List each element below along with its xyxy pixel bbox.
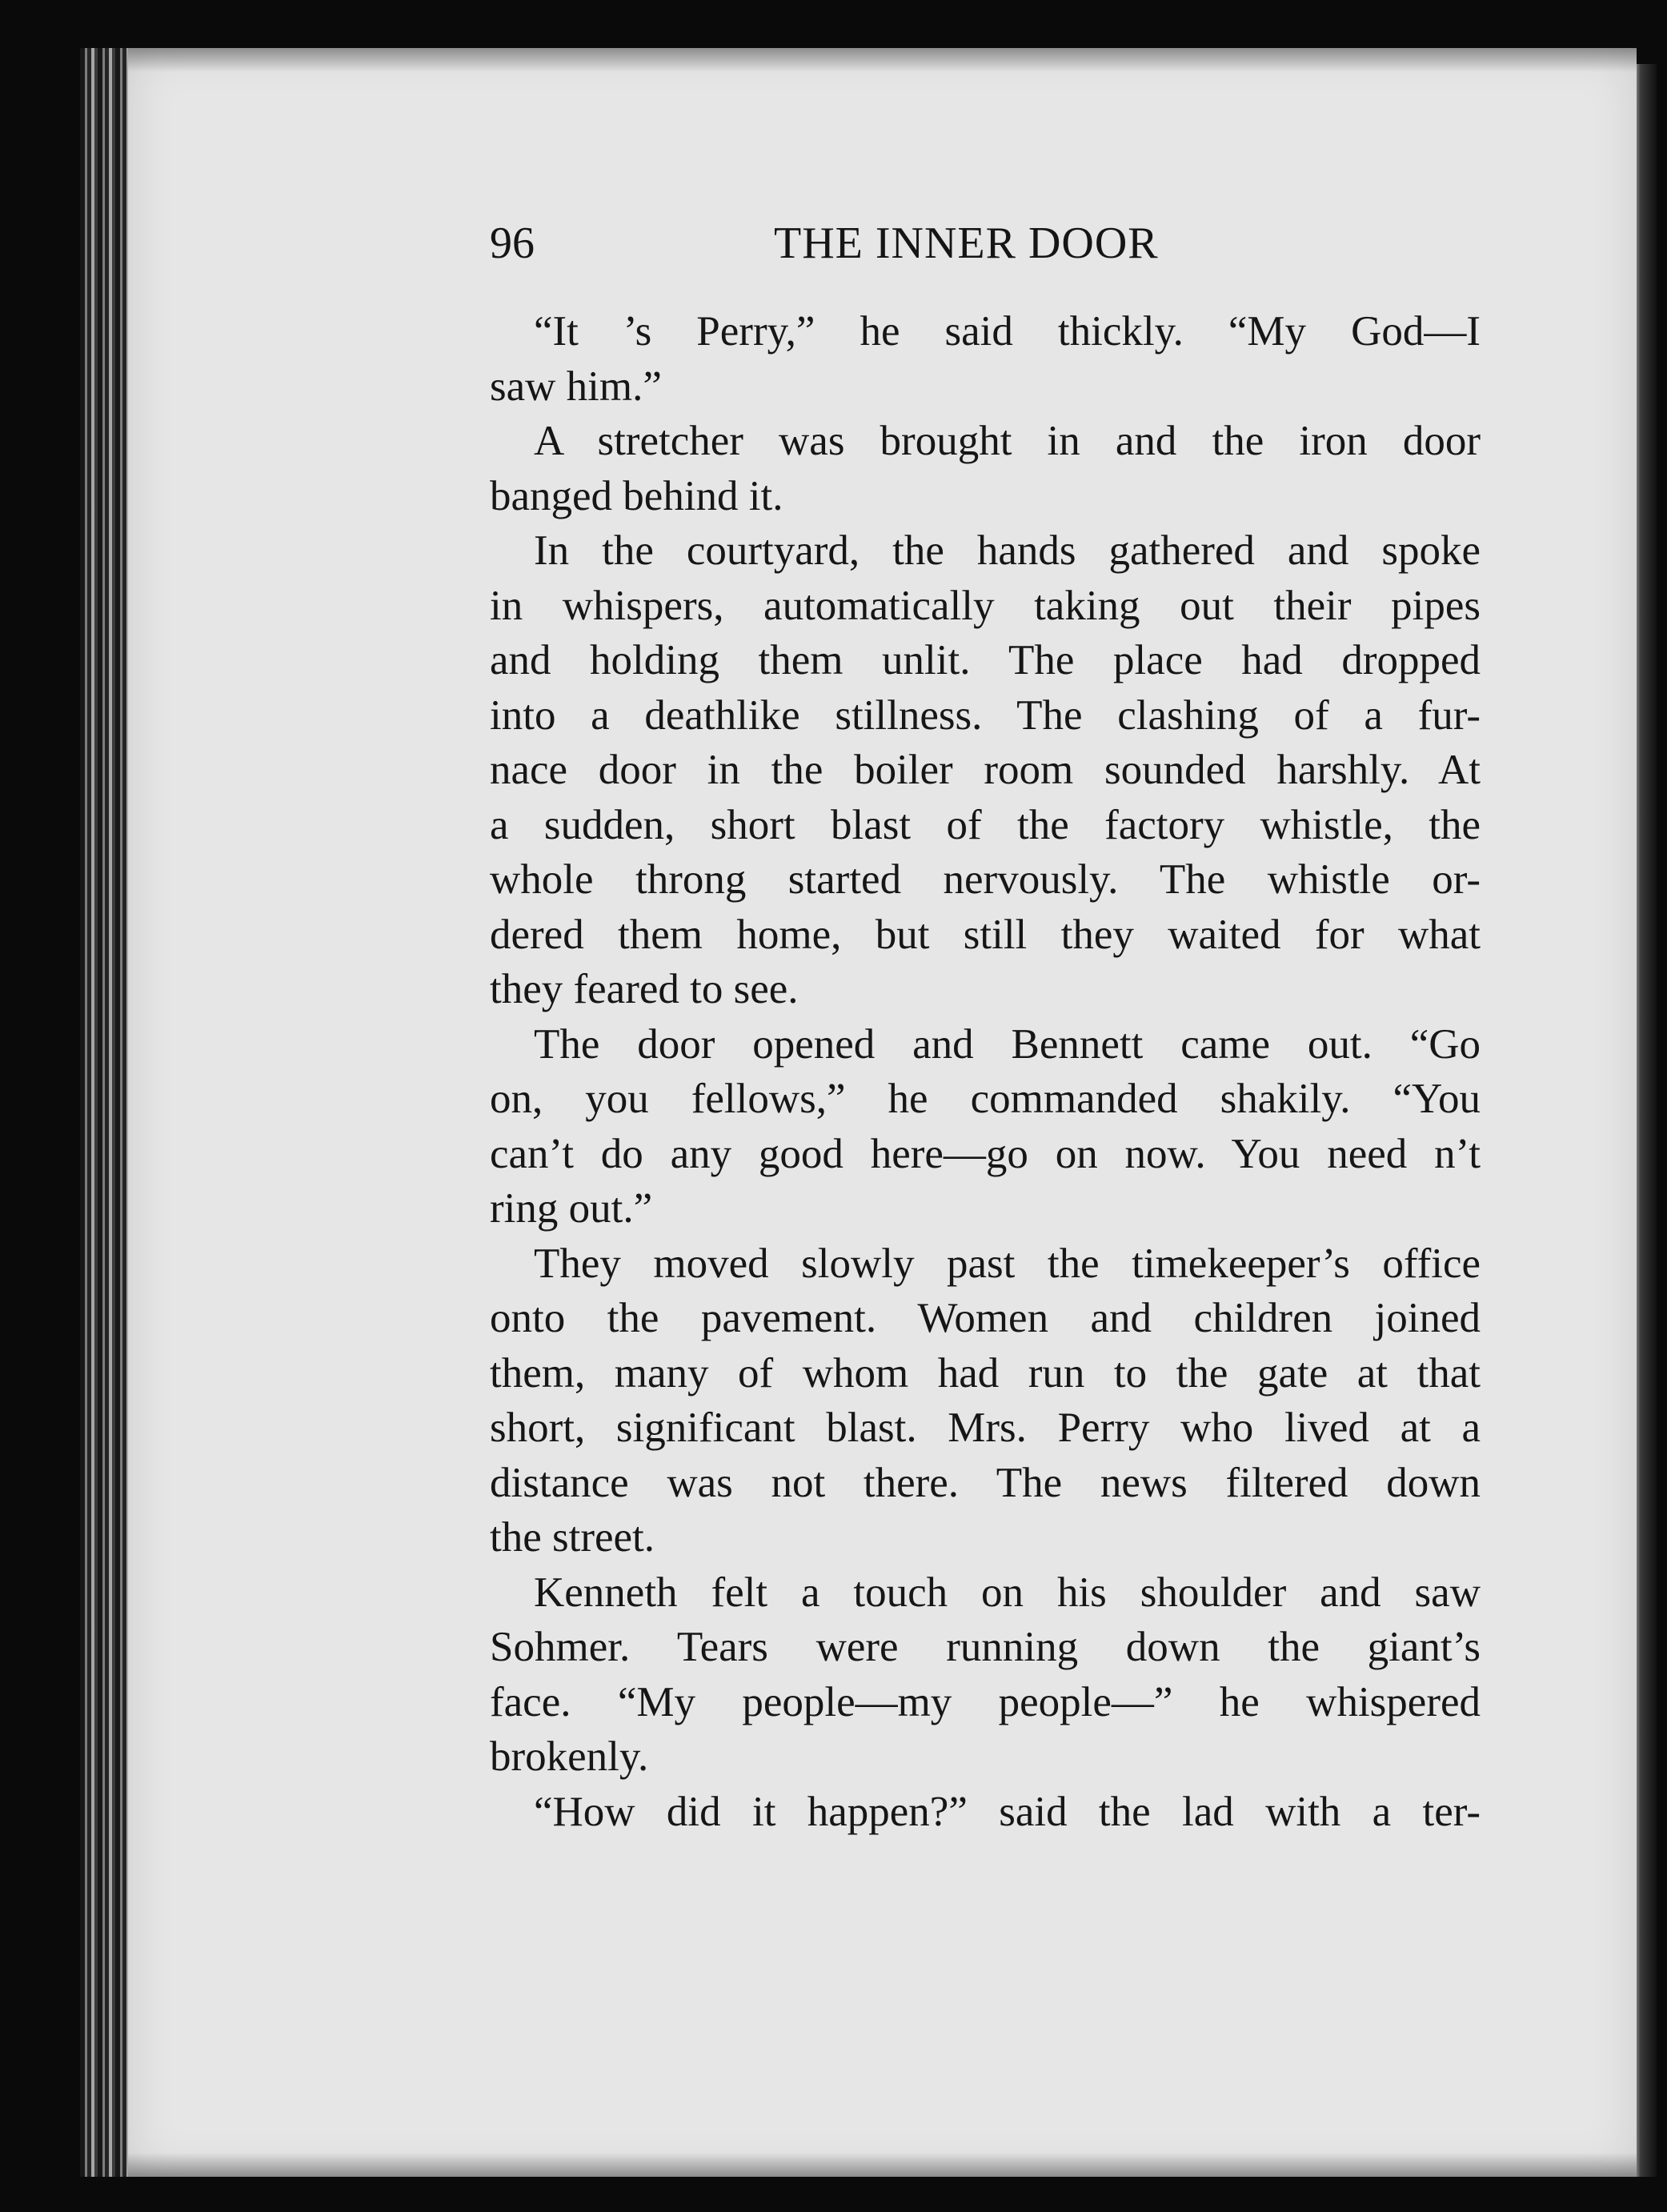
text-line: ring out.” [490, 1185, 653, 1232]
text-line: They moved slowly past the timekeeper’s office [534, 1240, 1481, 1287]
text-line: nace door in the boiler room sounded harshly. At [490, 747, 1481, 793]
text-line: A stretcher was brought in and the iron door [534, 418, 1481, 464]
page-bottom-shadow [128, 2153, 1637, 2177]
running-head: THE INNER DOOR [774, 218, 1159, 268]
page-header [490, 218, 1474, 274]
text-line: banged behind it. [490, 472, 783, 519]
text-line: and holding them unlit. The place had dropped [490, 637, 1481, 683]
text-line: a sudden, short blast of the factory whistle, the [490, 801, 1481, 848]
text-line: distance was not there. The news filtered down [490, 1459, 1481, 1506]
text-line: dered them home, but still they waited for what [490, 911, 1481, 958]
page-top-shadow [128, 48, 1637, 72]
text-line: In the courtyard, the hands gathered and spoke [534, 527, 1481, 574]
text-line: Sohmer. Tears were running down the giant’s [490, 1624, 1481, 1670]
text-line: “It ’s Perry,” he said thickly. “My God—I [534, 308, 1481, 355]
text-line: brokenly. [490, 1733, 649, 1780]
text-line: short, significant blast. Mrs. Perry who lived at a [490, 1405, 1481, 1451]
text-line: them, many of whom had run to the gate at that [490, 1349, 1481, 1397]
text-line: The door opened and Bennett came out. “Go [534, 1020, 1481, 1068]
text-line: face. “My people—my people—” he whispered [490, 1678, 1481, 1725]
page-number: 96 [490, 218, 535, 268]
text-line: the street. [490, 1514, 655, 1561]
text-line: they feared to see. [490, 966, 799, 1012]
text-line: “How did it happen?” said the lad with a ter- [534, 1788, 1481, 1835]
body-text [490, 304, 1481, 1839]
text-line: onto the pavement. Women and children joined [490, 1295, 1481, 1341]
text-line: in whispers, automatically taking out their pipes [490, 582, 1481, 629]
text-line: on, you fellows,” he commanded shakily. “You [490, 1076, 1481, 1122]
text-line: can’t do any good here—go on now. You need n’t [490, 1130, 1481, 1177]
text-line: whole throng started nervously. The whistle or- [490, 856, 1481, 903]
text-line: into a deathlike stillness. The clashing of a fur- [490, 691, 1481, 739]
text-line: saw him.” [490, 363, 662, 410]
text-line: Kenneth felt a touch on his shoulder and saw [534, 1569, 1481, 1616]
